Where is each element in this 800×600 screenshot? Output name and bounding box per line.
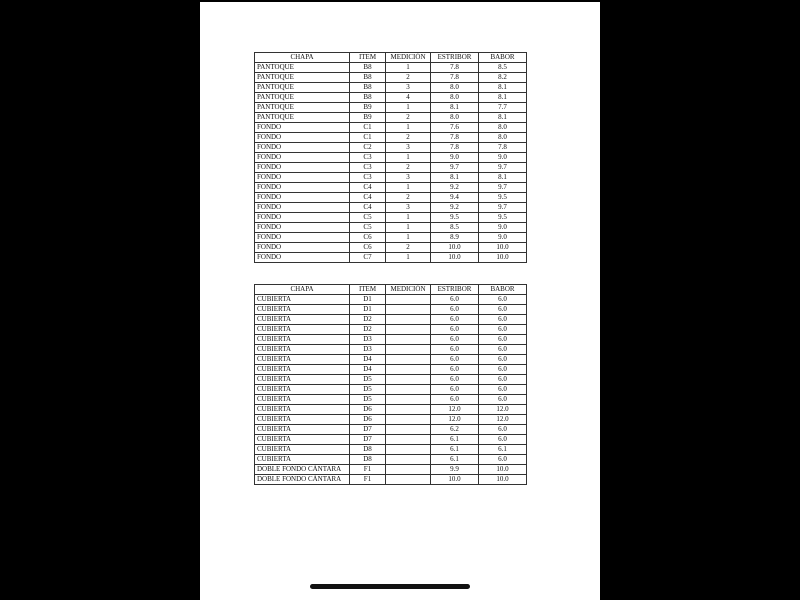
estribor-cell: 6.0	[431, 375, 479, 385]
estribor-cell: 6.0	[431, 315, 479, 325]
item-cell: C6	[350, 233, 386, 243]
babor-cell: 8.1	[479, 83, 527, 93]
item-cell: D8	[350, 445, 386, 455]
item-cell: C3	[350, 153, 386, 163]
table-row	[255, 143, 527, 153]
table-header-row	[255, 285, 527, 295]
chapa-cell: CUBIERTA	[255, 375, 350, 385]
estribor-cell: 8.0	[431, 83, 479, 93]
item-cell: C4	[350, 193, 386, 203]
babor-cell: 9.0	[479, 153, 527, 163]
chapa-cell: FONDO	[255, 173, 350, 183]
babor-cell: 6.0	[479, 395, 527, 405]
table-row	[255, 223, 527, 233]
estribor-cell: 6.0	[431, 385, 479, 395]
medicion-cell: 3	[386, 83, 431, 93]
chapa-cell: CUBIERTA	[255, 425, 350, 435]
item-cell: C6	[350, 243, 386, 253]
chapa-cell: FONDO	[255, 203, 350, 213]
chapa-cell: CUBIERTA	[255, 295, 350, 305]
table-row	[255, 405, 527, 415]
estribor-cell: 6.0	[431, 345, 479, 355]
chapa-cell: PANTOQUE	[255, 93, 350, 103]
medicion-cell	[386, 295, 431, 305]
babor-cell: 8.0	[479, 133, 527, 143]
estribor-cell: 6.0	[431, 355, 479, 365]
estribor-cell: 10.0	[431, 243, 479, 253]
medicion-cell: 2	[386, 163, 431, 173]
item-cell: F1	[350, 475, 386, 485]
medicion-cell	[386, 435, 431, 445]
table-row	[255, 233, 527, 243]
table-row	[255, 475, 527, 485]
table-row	[255, 455, 527, 465]
babor-cell: 9.7	[479, 203, 527, 213]
babor-cell: 6.0	[479, 435, 527, 445]
estribor-cell: 9.5	[431, 213, 479, 223]
item-cell: D7	[350, 435, 386, 445]
babor-cell: 6.0	[479, 355, 527, 365]
column-header-chapa: CHAPA	[255, 53, 350, 63]
medicion-cell: 1	[386, 233, 431, 243]
measurements-table-2	[254, 284, 527, 485]
column-header-item: ITEM	[350, 285, 386, 295]
chapa-cell: FONDO	[255, 143, 350, 153]
estribor-cell: 7.8	[431, 133, 479, 143]
babor-cell: 9.7	[479, 183, 527, 193]
babor-cell: 6.0	[479, 345, 527, 355]
medicion-cell: 2	[386, 193, 431, 203]
chapa-cell: CUBIERTA	[255, 305, 350, 315]
chapa-cell: CUBIERTA	[255, 395, 350, 405]
chapa-cell: FONDO	[255, 123, 350, 133]
babor-cell: 12.0	[479, 415, 527, 425]
table-row	[255, 335, 527, 345]
table-row	[255, 193, 527, 203]
estribor-cell: 9.4	[431, 193, 479, 203]
item-cell: C1	[350, 123, 386, 133]
babor-cell: 6.0	[479, 325, 527, 335]
medicion-cell	[386, 335, 431, 345]
estribor-cell: 8.1	[431, 173, 479, 183]
medicion-cell	[386, 365, 431, 375]
medicion-cell	[386, 425, 431, 435]
column-header-babor: BABOR	[479, 53, 527, 63]
medicion-cell	[386, 455, 431, 465]
estribor-cell: 6.2	[431, 425, 479, 435]
chapa-cell: CUBIERTA	[255, 325, 350, 335]
chapa-cell: FONDO	[255, 133, 350, 143]
babor-cell: 8.5	[479, 63, 527, 73]
estribor-cell: 8.9	[431, 233, 479, 243]
table-row	[255, 243, 527, 253]
babor-cell: 7.7	[479, 103, 527, 113]
estribor-cell: 6.0	[431, 365, 479, 375]
item-cell: D4	[350, 355, 386, 365]
table-row	[255, 123, 527, 133]
babor-cell: 12.0	[479, 405, 527, 415]
chapa-cell: FONDO	[255, 253, 350, 263]
medicion-cell: 2	[386, 73, 431, 83]
item-cell: D6	[350, 405, 386, 415]
table-row	[255, 93, 527, 103]
item-cell: D1	[350, 305, 386, 315]
medicion-cell	[386, 375, 431, 385]
chapa-cell: CUBIERTA	[255, 415, 350, 425]
column-header-babor: BABOR	[479, 285, 527, 295]
estribor-cell: 6.0	[431, 395, 479, 405]
measurements-table-1	[254, 52, 527, 263]
table-row	[255, 73, 527, 83]
column-header-estribor: ESTRIBOR	[431, 53, 479, 63]
medicion-cell: 2	[386, 243, 431, 253]
item-cell: C3	[350, 173, 386, 183]
chapa-cell: CUBIERTA	[255, 315, 350, 325]
item-cell: C5	[350, 213, 386, 223]
medicion-cell	[386, 405, 431, 415]
estribor-cell: 7.8	[431, 63, 479, 73]
home-indicator[interactable]	[310, 584, 470, 589]
babor-cell: 9.5	[479, 213, 527, 223]
medicion-cell	[386, 475, 431, 485]
babor-cell: 10.0	[479, 475, 527, 485]
chapa-cell: CUBIERTA	[255, 335, 350, 345]
item-cell: D3	[350, 345, 386, 355]
table-row	[255, 415, 527, 425]
item-cell: B9	[350, 113, 386, 123]
chapa-cell: FONDO	[255, 163, 350, 173]
item-cell: F1	[350, 465, 386, 475]
babor-cell: 8.1	[479, 93, 527, 103]
estribor-cell: 6.0	[431, 305, 479, 315]
babor-cell: 6.0	[479, 425, 527, 435]
top-bar	[200, 0, 600, 2]
medicion-cell	[386, 395, 431, 405]
table-row	[255, 103, 527, 113]
item-cell: D6	[350, 415, 386, 425]
chapa-cell: FONDO	[255, 183, 350, 193]
chapa-cell: FONDO	[255, 223, 350, 233]
babor-cell: 6.0	[479, 335, 527, 345]
estribor-cell: 6.1	[431, 445, 479, 455]
item-cell: B9	[350, 103, 386, 113]
column-header-item: ITEM	[350, 53, 386, 63]
medicion-cell: 1	[386, 123, 431, 133]
table-row	[255, 253, 527, 263]
medicion-cell	[386, 415, 431, 425]
estribor-cell: 9.2	[431, 203, 479, 213]
item-cell: D3	[350, 335, 386, 345]
item-cell: B8	[350, 63, 386, 73]
chapa-cell: PANTOQUE	[255, 73, 350, 83]
table-row	[255, 325, 527, 335]
estribor-cell: 8.1	[431, 103, 479, 113]
estribor-cell: 6.0	[431, 295, 479, 305]
table-row	[255, 213, 527, 223]
babor-cell: 6.1	[479, 445, 527, 455]
table-row	[255, 435, 527, 445]
medicion-cell	[386, 315, 431, 325]
estribor-cell: 7.6	[431, 123, 479, 133]
babor-cell: 8.1	[479, 113, 527, 123]
medicion-cell: 3	[386, 173, 431, 183]
table-row	[255, 163, 527, 173]
babor-cell: 6.0	[479, 385, 527, 395]
medicion-cell	[386, 445, 431, 455]
estribor-cell: 7.8	[431, 143, 479, 153]
medicion-cell	[386, 385, 431, 395]
medicion-cell	[386, 465, 431, 475]
estribor-cell: 12.0	[431, 415, 479, 425]
table-row	[255, 83, 527, 93]
estribor-cell: 6.0	[431, 335, 479, 345]
babor-cell: 6.0	[479, 375, 527, 385]
chapa-cell: CUBIERTA	[255, 435, 350, 445]
table-row	[255, 183, 527, 193]
chapa-cell: DOBLE FONDO CÁNTARA	[255, 475, 350, 485]
medicion-cell: 4	[386, 93, 431, 103]
babor-cell: 6.0	[479, 295, 527, 305]
estribor-cell: 6.0	[431, 325, 479, 335]
table-row	[255, 173, 527, 183]
babor-cell: 9.7	[479, 163, 527, 173]
babor-cell: 9.0	[479, 233, 527, 243]
chapa-cell: CUBIERTA	[255, 455, 350, 465]
item-cell: B8	[350, 73, 386, 83]
item-cell: C7	[350, 253, 386, 263]
babor-cell: 8.2	[479, 73, 527, 83]
table-row	[255, 113, 527, 123]
table-row	[255, 315, 527, 325]
medicion-cell	[386, 345, 431, 355]
item-cell: C1	[350, 133, 386, 143]
estribor-cell: 9.7	[431, 163, 479, 173]
medicion-cell	[386, 305, 431, 315]
column-header-medicion: MEDICIÓN	[386, 53, 431, 63]
chapa-cell: FONDO	[255, 233, 350, 243]
estribor-cell: 7.8	[431, 73, 479, 83]
chapa-cell: DOBLE FONDO CÁNTARA	[255, 465, 350, 475]
chapa-cell: PANTOQUE	[255, 83, 350, 93]
item-cell: D4	[350, 365, 386, 375]
chapa-cell: PANTOQUE	[255, 103, 350, 113]
document-page	[254, 52, 526, 485]
estribor-cell: 9.2	[431, 183, 479, 193]
item-cell: C2	[350, 143, 386, 153]
item-cell: B8	[350, 83, 386, 93]
table-row	[255, 203, 527, 213]
chapa-cell: FONDO	[255, 213, 350, 223]
table-row	[255, 395, 527, 405]
table-row	[255, 295, 527, 305]
babor-cell: 6.0	[479, 365, 527, 375]
medicion-cell	[386, 355, 431, 365]
babor-cell: 6.0	[479, 315, 527, 325]
item-cell: D2	[350, 325, 386, 335]
table-row	[255, 345, 527, 355]
medicion-cell: 1	[386, 103, 431, 113]
estribor-cell: 10.0	[431, 253, 479, 263]
chapa-cell: CUBIERTA	[255, 345, 350, 355]
chapa-cell: FONDO	[255, 153, 350, 163]
chapa-cell: PANTOQUE	[255, 113, 350, 123]
table-row	[255, 385, 527, 395]
babor-cell: 6.0	[479, 455, 527, 465]
table-row	[255, 445, 527, 455]
table-row	[255, 153, 527, 163]
babor-cell: 8.0	[479, 123, 527, 133]
table-row	[255, 425, 527, 435]
medicion-cell: 1	[386, 253, 431, 263]
table-header-row	[255, 53, 527, 63]
medicion-cell: 2	[386, 133, 431, 143]
table-row	[255, 63, 527, 73]
estribor-cell: 9.0	[431, 153, 479, 163]
medicion-cell: 3	[386, 143, 431, 153]
chapa-cell: CUBIERTA	[255, 385, 350, 395]
medicion-cell: 3	[386, 203, 431, 213]
babor-cell: 9.5	[479, 193, 527, 203]
estribor-cell: 6.1	[431, 455, 479, 465]
item-cell: D1	[350, 295, 386, 305]
column-header-medicion: MEDICIÓN	[386, 285, 431, 295]
medicion-cell	[386, 325, 431, 335]
document-viewer[interactable]	[200, 0, 600, 600]
estribor-cell: 10.0	[431, 475, 479, 485]
item-cell: D5	[350, 375, 386, 385]
estribor-cell: 9.9	[431, 465, 479, 475]
item-cell: C5	[350, 223, 386, 233]
item-cell: B8	[350, 93, 386, 103]
table-row	[255, 375, 527, 385]
item-cell: D7	[350, 425, 386, 435]
medicion-cell: 1	[386, 223, 431, 233]
chapa-cell: FONDO	[255, 193, 350, 203]
item-cell: C4	[350, 203, 386, 213]
table-row	[255, 305, 527, 315]
babor-cell: 10.0	[479, 465, 527, 475]
estribor-cell: 8.5	[431, 223, 479, 233]
chapa-cell: CUBIERTA	[255, 405, 350, 415]
estribor-cell: 12.0	[431, 405, 479, 415]
babor-cell: 10.0	[479, 253, 527, 263]
table-row	[255, 355, 527, 365]
medicion-cell: 1	[386, 63, 431, 73]
item-cell: D5	[350, 395, 386, 405]
column-header-estribor: ESTRIBOR	[431, 285, 479, 295]
babor-cell: 6.0	[479, 305, 527, 315]
medicion-cell: 2	[386, 113, 431, 123]
babor-cell: 10.0	[479, 243, 527, 253]
estribor-cell: 6.1	[431, 435, 479, 445]
chapa-cell: FONDO	[255, 243, 350, 253]
table-row	[255, 465, 527, 475]
item-cell: C3	[350, 163, 386, 173]
estribor-cell: 8.0	[431, 93, 479, 103]
item-cell: D2	[350, 315, 386, 325]
item-cell: D8	[350, 455, 386, 465]
medicion-cell: 1	[386, 153, 431, 163]
item-cell: C4	[350, 183, 386, 193]
chapa-cell: CUBIERTA	[255, 365, 350, 375]
column-header-chapa: CHAPA	[255, 285, 350, 295]
chapa-cell: PANTOQUE	[255, 63, 350, 73]
chapa-cell: CUBIERTA	[255, 355, 350, 365]
babor-cell: 9.0	[479, 223, 527, 233]
item-cell: D5	[350, 385, 386, 395]
table-row	[255, 365, 527, 375]
babor-cell: 7.8	[479, 143, 527, 153]
medicion-cell: 1	[386, 183, 431, 193]
chapa-cell: CUBIERTA	[255, 445, 350, 455]
estribor-cell: 8.0	[431, 113, 479, 123]
babor-cell: 8.1	[479, 173, 527, 183]
medicion-cell: 1	[386, 213, 431, 223]
table-row	[255, 133, 527, 143]
